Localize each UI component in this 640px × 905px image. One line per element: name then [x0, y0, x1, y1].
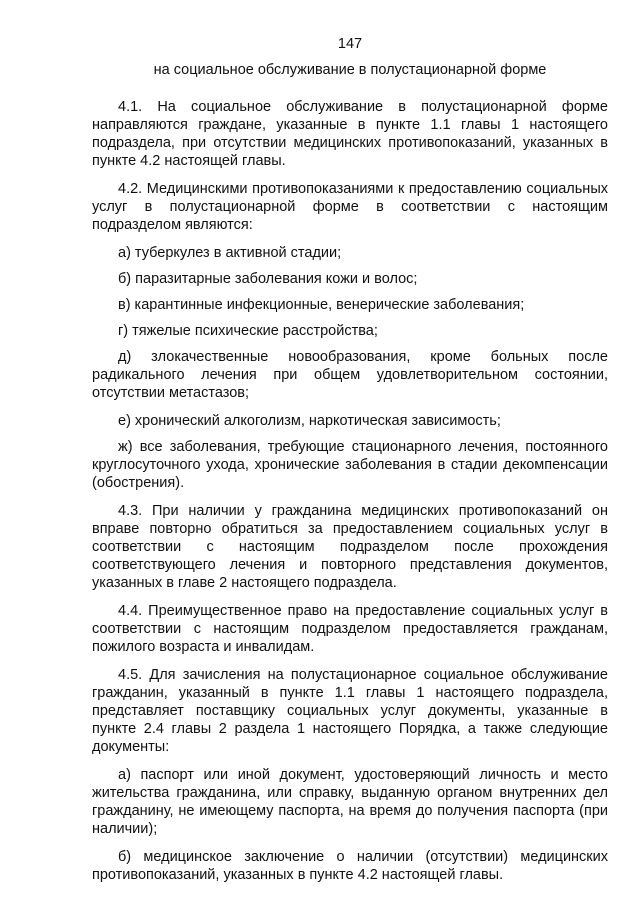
- section-heading: на социальное обслуживание в полустационарной форме: [153, 62, 547, 78]
- list-item-b: б) паразитарные заболевания кожи и волос;: [118, 271, 418, 287]
- paragraph-4-3: 4.3. При наличии у гражданина медицинских противопоказаний он вправе повторно обратиться за предоставлением социальных услуг в соответствии с настоящим подразделом после прохождения соответствующего лечения и повторного представления документов, указанных в главе 2 настоящего подраздела.: [92, 503, 608, 591]
- page-number: 147: [337, 36, 363, 52]
- list-item-d: д) злокачественные новообразования, кроме больных после радикального лечения при общем удовлетворительном состоянии, отсутствии метастазов;: [92, 349, 608, 401]
- paragraph-4-5: 4.5. Для зачисления на полустационарное социальное обслуживание гражданин, указанный в пункте 1.1 главы 1 настоящего подраздела, представляет поставщику социальных услуг документы, указанные в пункте 2.4 главы 2 раздела 1 настоящего Порядка, а также следующие документы:: [92, 667, 608, 755]
- paragraph-4-2: 4.2. Медицинскими противопоказаниями к предоставлению социальных услуг в полустационарной форме в соответствии с настоящим подразделом являются:: [92, 181, 608, 233]
- list-item-e: е) хронический алкоголизм, наркотическая зависимость;: [118, 413, 501, 429]
- paragraph-4-4: 4.4. Преимущественное право на предоставление социальных услуг в соответствии с настоящим подразделом предоставляется гражданам, пожилого возраста и инвалидам.: [92, 603, 608, 655]
- paragraph-4-1: 4.1. На социальное обслуживание в полустационарной форме направляются граждане, указанные в пункте 1.1 главы 1 настоящего подраздела, при отсутствии медицинских противопоказаний, указанных в пункте 4.2 настоящей главы.: [92, 99, 608, 169]
- list-item-4-5-a: а) паспорт или иной документ, удостоверяющий личность и место жительства гражданина, или справку, выданную органом внутренних дел гражданину, не имеющему паспорта, на время до получения паспорта (при наличии);: [92, 767, 608, 837]
- list-item-4-5-b: б) медицинское заключение о наличии (отсутствии) медицинских противопоказаний, указанных в пункте 4.2 настоящей главы.: [92, 849, 608, 883]
- list-item-g: г) тяжелые психические расстройства;: [118, 323, 378, 339]
- document-body: [92, 98, 608, 894]
- list-item-zh: ж) все заболевания, требующие стационарного лечения, постоянного круглосуточного ухода, хронические заболевания в стадии декомпенсации (обострения).: [92, 439, 608, 491]
- list-item-a: а) туберкулез в активной стадии;: [118, 245, 342, 261]
- list-item-v: в) карантинные инфекционные, венерические заболевания;: [118, 297, 525, 313]
